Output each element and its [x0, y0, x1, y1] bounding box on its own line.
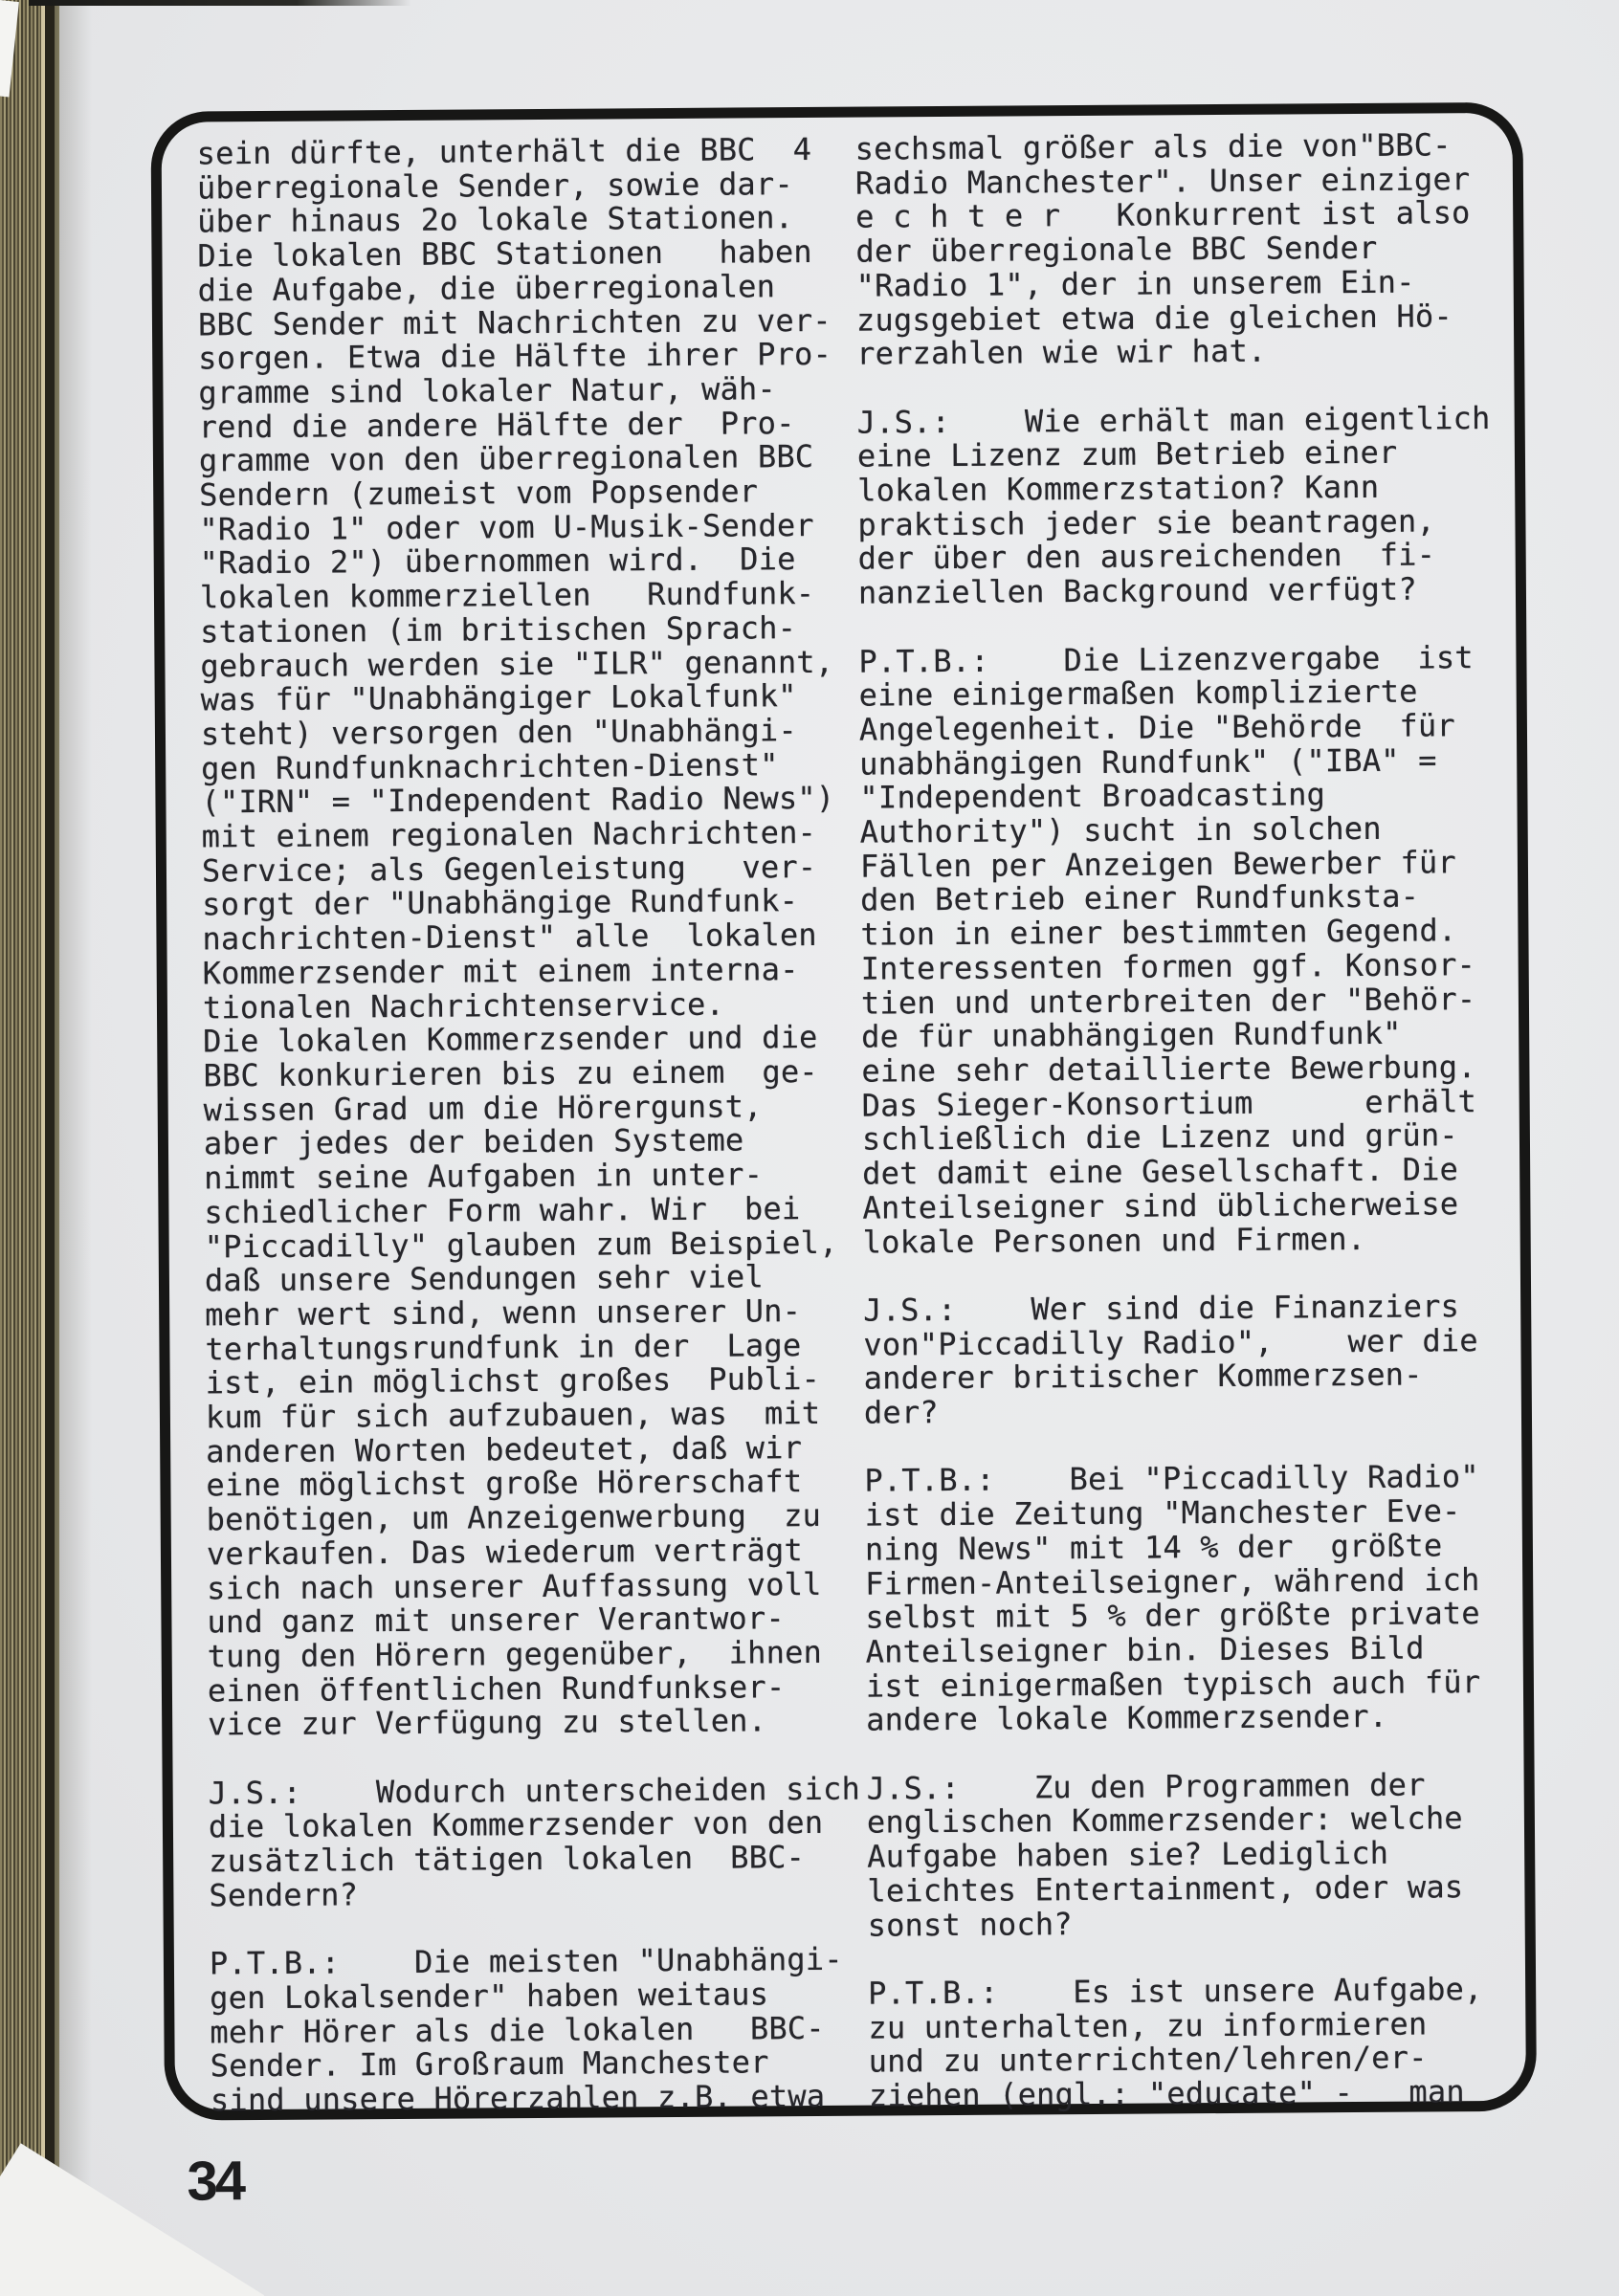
page-number: 34	[187, 2150, 244, 2213]
right-text-column: sechsmal größer als die von"BBC- Radio Manchester". Unser einziger e c h t e r Konkurrent ist also der überregionale BBC Sender "Radio 1", der in unserem Ein- zugsgebiet etwa die gleichen Hö- rerzahlen wie wir hat. J.S.: Wie erhält man eigentlich eine Lizenz zum Betrieb einer lokalen Kommerzstation? Kann praktisch jeder sie beantragen, der über den ausreichenden fi- nanziellen Background verfügt? P.T.B.: Die Lizenzvergabe ist eine einigermaßen komplizierte Angelegenheit. Die "Behörde für unabhängigen Rundfunk" ("IBA" = "Independent Broadcasting Authority") sucht in solchen Fällen per Anzeigen Bewerber für den Betrieb einer Rundfunksta- tion in einer bestimmten Gegend. Interessenten formen ggf. Konsor- tien und unterbreiten der "Behör- de für unabhängigen Rundfunk" eine sehr detaillierte Bewerbung. Das Sieger-Konsortium erhält schließlich die Lizenz und grün- det damit eine Gesellschaft. Die Anteilseigner sind üblicherweise lokale Personen und Firmen. J.S.: Wer sind die Finanziers von"Piccadilly Radio", wer die anderer britischer Kommerzsen- der? P.T.B.: Bei "Piccadilly Radio" ist die Zeitung "Manchester Eve- ning News" mit 14 % der größte Firmen-Anteilseigner, während ich selbst mit 5 % der größte private Anteilseigner bin. Dieses Bild ist einigermaßen typisch auch für andere lokale Kommerzsender. J.S.: Zu den Programmen der englischen Kommerzsender: welche Aufgabe haben sie? Lediglich leichtes Entertainment, oder was sonst noch? P.T.B.: Es ist unsere Aufgabe, zu unterhalten, zu informieren und zu unterrichten/lehren/er- ziehen (engl.: "educate" - man	[854, 126, 1491, 2114]
left-text-column: sein dürfte, unterhält die BBC 4 überregionale Sender, sowie dar- über hinaus 2o lokale Stationen. Die lokalen BBC Stationen haben die Aufgabe, die überregionalen BBC Sender mit Nachrichten zu ver- sorgen. Etwa die Hälfte ihrer Pro- gramme sind lokaler Natur, wäh- rend die andere Hälfte der Pro- gramme von den überregionalen BBC Sendern (zumeist vom Popsender "Radio 1" oder vom U-Musik-Sender "Radio 2") übernommen wird. Die lokalen kommerziellen Rundfunk- stationen (im britischen Sprach- gebrauch werden sie "ILR" genannt, was für "Unabhängiger Lokalfunk" steht) versorgen den "Unabhängi- gen Rundfunknachrichten-Dienst" ("IRN" = "Independent Radio News") mit einem regionalen Nachrichten- Service; als Gegenleistung ver- sorgt der "Unabhängige Rundfunk- nachrichten-Dienst" alle lokalen Kommerzsender mit einem interna- tionalen Nachrichtenservice. Die lokalen Kommerzsender und die BBC konkurieren bis zu einem ge- wissen Grad um die Hörergunst, aber jedes der beiden Systeme nimmt seine Aufgaben in unter- schiedlicher Form wahr. Wir bei "Piccadilly" glauben zum Beispiel, daß unsere Sendungen sehr viel mehr wert sind, wenn unserer Un- terhaltungsrundfunk in der Lage ist, ein möglichst großes Publi- kum für sich aufzubauen, was mit anderen Worten bedeutet, daß wir eine möglichst große Hörerschaft benötigen, um Anzeigenwerbung zu verkaufen. Das wiederum verträgt sich nach unserer Auffassung voll und ganz mit unserer Verantwor- tung den Hörern gegenüber, ihnen einen öffentlichen Rundfunkser- vice zur Verfügung zu stellen. J.S.: Wodurch unterscheiden sich die lokalen Kommerzsender von den zusätzlich tätigen lokalen BBC- Sendern? P.T.B.: Die meisten "Unabhängi- gen Lokalsender" haben weitaus mehr Hörer als die lokalen BBC- Sender. Im Großraum Manchester sind unsere Hörerzahlen z.B. etwa	[196, 130, 861, 2119]
